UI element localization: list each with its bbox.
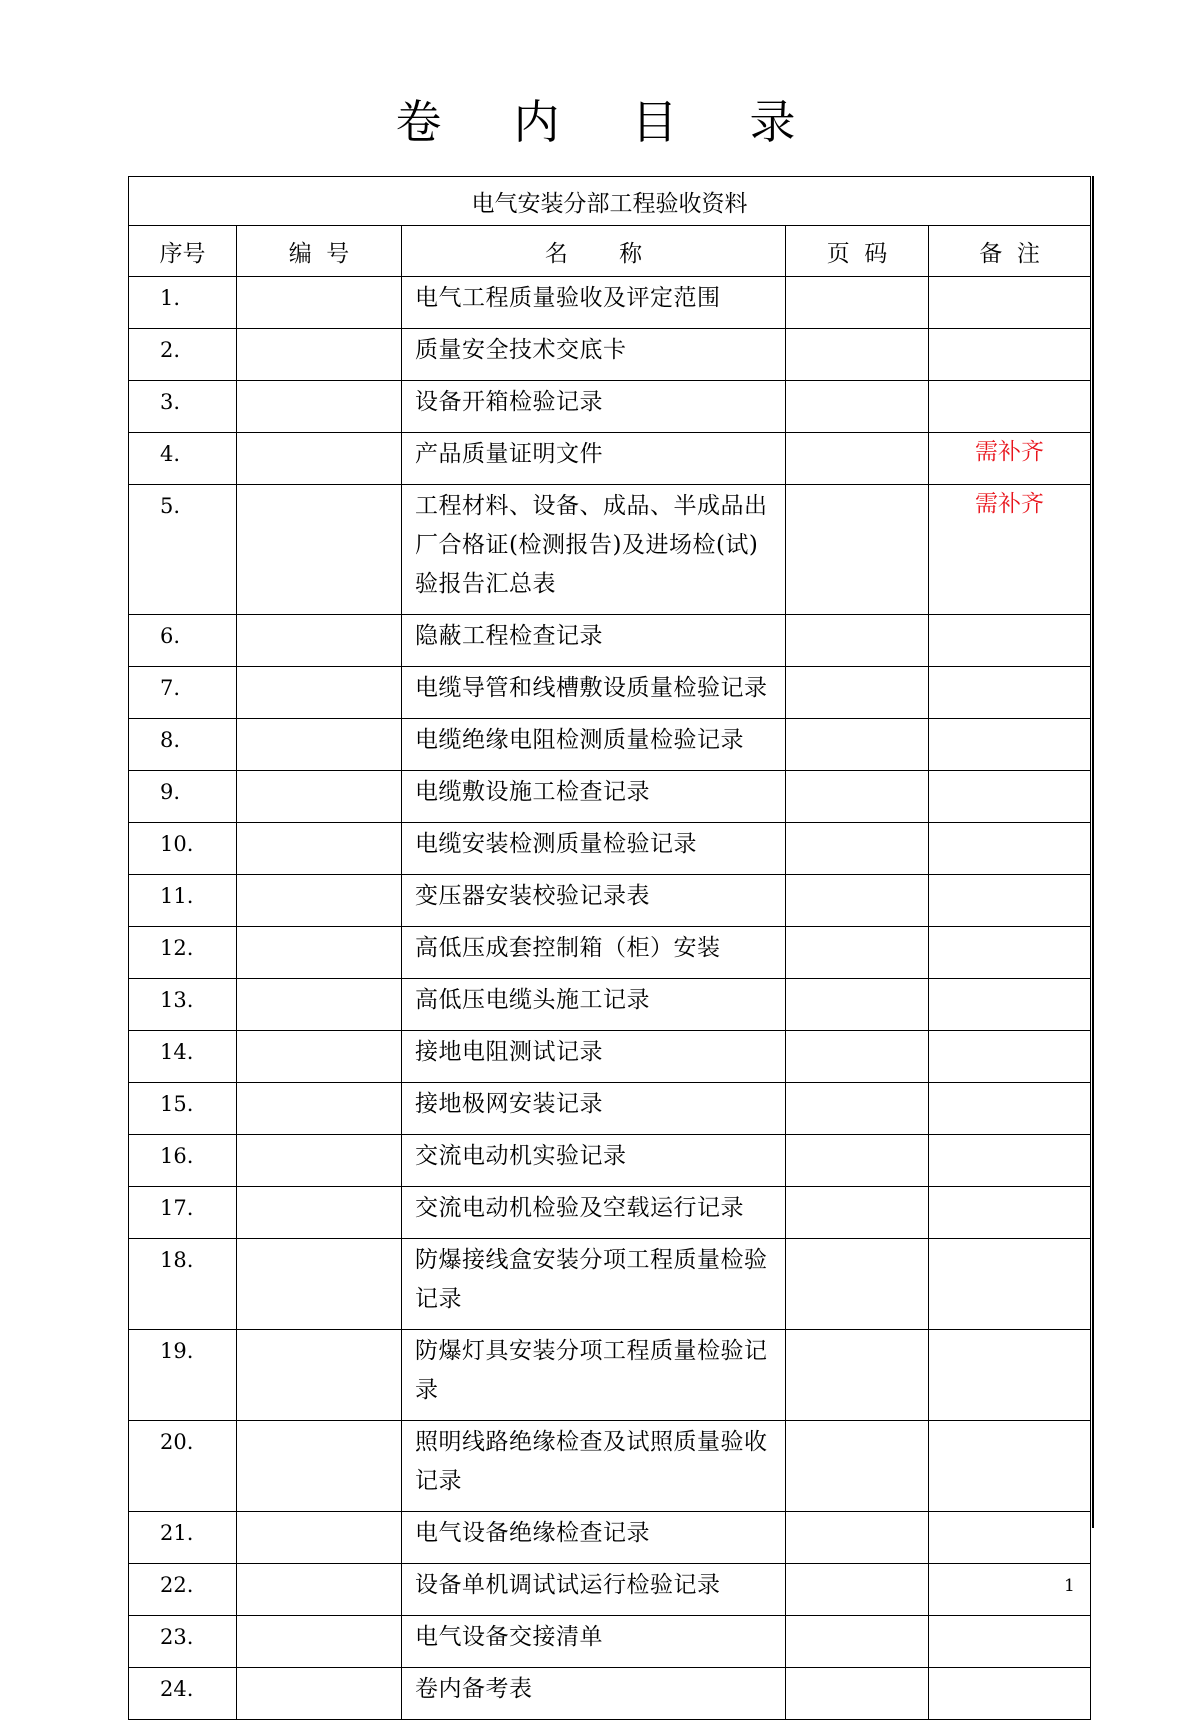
row-code: [237, 1135, 402, 1187]
row-name: [402, 485, 786, 615]
row-seq: 13.: [129, 979, 237, 1031]
table-row: [129, 979, 1091, 1031]
row-seq: 16.: [129, 1135, 237, 1187]
table-row: [129, 1668, 1091, 1720]
row-note: [929, 667, 1091, 719]
row-name-line: 卷内备考表: [415, 1676, 533, 1702]
table-row: [129, 1330, 1091, 1421]
page-number: 1: [1064, 1576, 1075, 1596]
row-name: [402, 381, 786, 433]
row-code: [237, 1330, 402, 1421]
row-seq: 14.: [129, 1031, 237, 1083]
row-name: [402, 1330, 786, 1421]
row-name-line: 记录: [415, 1286, 462, 1312]
row-page: [786, 1187, 929, 1239]
row-seq: 3.: [129, 381, 237, 433]
row-page: [786, 381, 929, 433]
row-code: [237, 1668, 402, 1720]
table-row: [129, 927, 1091, 979]
table-row: [129, 1083, 1091, 1135]
row-code: [237, 433, 402, 485]
row-seq: 7.: [129, 667, 237, 719]
row-code: [237, 1031, 402, 1083]
row-note: [929, 615, 1091, 667]
row-seq: 12.: [129, 927, 237, 979]
table-row: [129, 875, 1091, 927]
row-name: [402, 979, 786, 1031]
row-note: [929, 1031, 1091, 1083]
row-page: [786, 771, 929, 823]
row-name-line: 质量安全技术交底卡: [415, 337, 627, 363]
table-row: [129, 485, 1091, 615]
row-page: [786, 1421, 929, 1512]
row-name-line: 电缆导管和线槽敷设质量检验记录: [415, 675, 768, 701]
row-name-line: 隐蔽工程检查记录: [415, 623, 603, 649]
row-name: [402, 329, 786, 381]
page-title: [0, 92, 1191, 152]
row-note: [929, 1668, 1091, 1720]
row-page: [786, 329, 929, 381]
row-note: [929, 875, 1091, 927]
table-row: [129, 1239, 1091, 1330]
row-page: [786, 1512, 929, 1564]
row-name: [402, 1187, 786, 1239]
row-name: [402, 875, 786, 927]
table-row: [129, 1564, 1091, 1616]
row-name: [402, 1668, 786, 1720]
row-note: [929, 927, 1091, 979]
row-seq: 2.: [129, 329, 237, 381]
row-page: [786, 667, 929, 719]
row-name-line: 验报告汇总表: [415, 571, 556, 597]
row-name-line: 高低压电缆头施工记录: [415, 987, 650, 1013]
row-note: [929, 823, 1091, 875]
row-page: [786, 1668, 929, 1720]
row-code: [237, 485, 402, 615]
table-row: [129, 329, 1091, 381]
row-name: [402, 1512, 786, 1564]
row-code: [237, 1239, 402, 1330]
table-row: [129, 277, 1091, 329]
row-code: [237, 1187, 402, 1239]
row-name: [402, 1564, 786, 1616]
row-seq: 11.: [129, 875, 237, 927]
row-name-line: 变压器安装校验记录表: [415, 883, 650, 909]
row-code: [237, 823, 402, 875]
row-note: [929, 1083, 1091, 1135]
row-code: [237, 329, 402, 381]
title-char: 内: [513, 95, 560, 149]
row-code: [237, 771, 402, 823]
table-row: [129, 823, 1091, 875]
row-page: [786, 615, 929, 667]
table-row: [129, 1031, 1091, 1083]
row-code: [237, 1083, 402, 1135]
row-page: [786, 1239, 929, 1330]
row-page: [786, 1031, 929, 1083]
header-page: 页 码: [786, 226, 929, 277]
row-code: [237, 277, 402, 329]
row-seq: 9.: [129, 771, 237, 823]
table-row: [129, 771, 1091, 823]
row-seq: 5.: [129, 485, 237, 615]
row-page: [786, 1083, 929, 1135]
row-note: [929, 277, 1091, 329]
row-page: [786, 1616, 929, 1668]
row-seq: 24.: [129, 1668, 237, 1720]
title-char: 卷: [395, 95, 442, 149]
row-code: [237, 1512, 402, 1564]
toc-table: [128, 176, 1091, 1720]
row-name-line: 录: [415, 1377, 439, 1403]
row-note: [929, 381, 1091, 433]
row-seq: 19.: [129, 1330, 237, 1421]
row-seq: 23.: [129, 1616, 237, 1668]
section-title: 电气安装分部工程验收资料: [129, 177, 1091, 226]
table-header-row: [129, 226, 1091, 277]
row-name: [402, 1616, 786, 1668]
header-code: 编 号: [237, 226, 402, 277]
row-name-line: 电缆安装检测质量检验记录: [415, 831, 697, 857]
row-page: [786, 927, 929, 979]
row-note: [929, 1421, 1091, 1512]
row-seq: 8.: [129, 719, 237, 771]
row-seq: 15.: [129, 1083, 237, 1135]
row-page: [786, 1330, 929, 1421]
header-seq: 序号: [129, 226, 237, 277]
row-name: [402, 1083, 786, 1135]
row-name: [402, 277, 786, 329]
row-seq: 1.: [129, 277, 237, 329]
row-note: [929, 433, 1091, 485]
row-seq: 4.: [129, 433, 237, 485]
row-page: [786, 875, 929, 927]
header-name: 名 称: [402, 226, 786, 277]
row-name-line: 防爆接线盒安装分项工程质量检验: [415, 1247, 768, 1273]
row-name: [402, 615, 786, 667]
row-code: [237, 1421, 402, 1512]
row-seq: 18.: [129, 1239, 237, 1330]
row-code: [237, 615, 402, 667]
row-name-line: 接地电阻测试记录: [415, 1039, 603, 1065]
table-row: [129, 433, 1091, 485]
row-name: [402, 823, 786, 875]
row-name: [402, 927, 786, 979]
row-name-line: 电气工程质量验收及评定范围: [415, 285, 721, 311]
table-row: [129, 381, 1091, 433]
row-page: [786, 277, 929, 329]
table-row: [129, 1616, 1091, 1668]
row-page: [786, 433, 929, 485]
row-page: [786, 1135, 929, 1187]
row-code: [237, 1564, 402, 1616]
row-note: [929, 1512, 1091, 1564]
row-code: [237, 719, 402, 771]
row-name-line: 记录: [415, 1468, 462, 1494]
row-name: [402, 667, 786, 719]
table-right-border: [1092, 176, 1094, 1528]
row-seq: 22.: [129, 1564, 237, 1616]
row-note: [929, 719, 1091, 771]
row-name-line: 高低压成套控制箱（柜）安装: [415, 935, 721, 961]
row-note: [929, 1187, 1091, 1239]
row-name-line: 设备单机调试试运行检验记录: [415, 1572, 721, 1598]
row-name: [402, 719, 786, 771]
row-name-line: 厂合格证(检测报告)及进场检(试): [415, 532, 759, 558]
row-note: [929, 485, 1091, 615]
row-page: [786, 719, 929, 771]
row-name: [402, 1421, 786, 1512]
row-note: [929, 1135, 1091, 1187]
row-code: [237, 1616, 402, 1668]
row-seq: 20.: [129, 1421, 237, 1512]
row-note: [929, 1616, 1091, 1668]
row-name: [402, 1031, 786, 1083]
row-name-line: 防爆灯具安装分项工程质量检验记: [415, 1338, 768, 1364]
row-code: [237, 927, 402, 979]
header-note: 备 注: [929, 226, 1091, 277]
row-code: [237, 667, 402, 719]
row-seq: 6.: [129, 615, 237, 667]
row-name-line: 电气设备交接清单: [415, 1624, 603, 1650]
table-row: [129, 1421, 1091, 1512]
row-page: [786, 823, 929, 875]
table-row: [129, 1512, 1091, 1564]
row-note-text: 需补齐: [975, 491, 1045, 517]
row-name-line: 照明线路绝缘检查及试照质量验收: [415, 1429, 768, 1455]
row-seq: 21.: [129, 1512, 237, 1564]
row-page: [786, 979, 929, 1031]
row-note: [929, 1330, 1091, 1421]
toc-table-frame: [128, 176, 1091, 1720]
row-page: [786, 1564, 929, 1616]
row-name-line: 接地极网安装记录: [415, 1091, 603, 1117]
table-row: [129, 667, 1091, 719]
row-name: [402, 1135, 786, 1187]
row-note: [929, 1239, 1091, 1330]
row-code: [237, 979, 402, 1031]
row-page: [786, 485, 929, 615]
row-seq: 10.: [129, 823, 237, 875]
table-row: [129, 719, 1091, 771]
title-char: 目: [631, 95, 678, 149]
row-name-line: 电缆敷设施工检查记录: [415, 779, 650, 805]
row-note: [929, 771, 1091, 823]
table-row: [129, 1135, 1091, 1187]
row-name-line: 设备开箱检验记录: [415, 389, 603, 415]
row-name: [402, 433, 786, 485]
row-note: [929, 979, 1091, 1031]
table-row: [129, 615, 1091, 667]
row-note-text: 需补齐: [975, 439, 1045, 465]
row-code: [237, 381, 402, 433]
row-name-line: 工程材料、设备、成品、半成品出: [415, 493, 768, 519]
row-name-line: 交流电动机实验记录: [415, 1143, 627, 1169]
row-name-line: 产品质量证明文件: [415, 441, 603, 467]
table-row: [129, 1187, 1091, 1239]
title-char: 录: [749, 95, 796, 149]
row-name: [402, 771, 786, 823]
row-name-line: 交流电动机检验及空载运行记录: [415, 1195, 744, 1221]
row-name-line: 电气设备绝缘检查记录: [415, 1520, 650, 1546]
row-name: [402, 1239, 786, 1330]
row-note: [929, 329, 1091, 381]
row-name-line: 电缆绝缘电阻检测质量检验记录: [415, 727, 744, 753]
row-seq: 17.: [129, 1187, 237, 1239]
row-code: [237, 875, 402, 927]
